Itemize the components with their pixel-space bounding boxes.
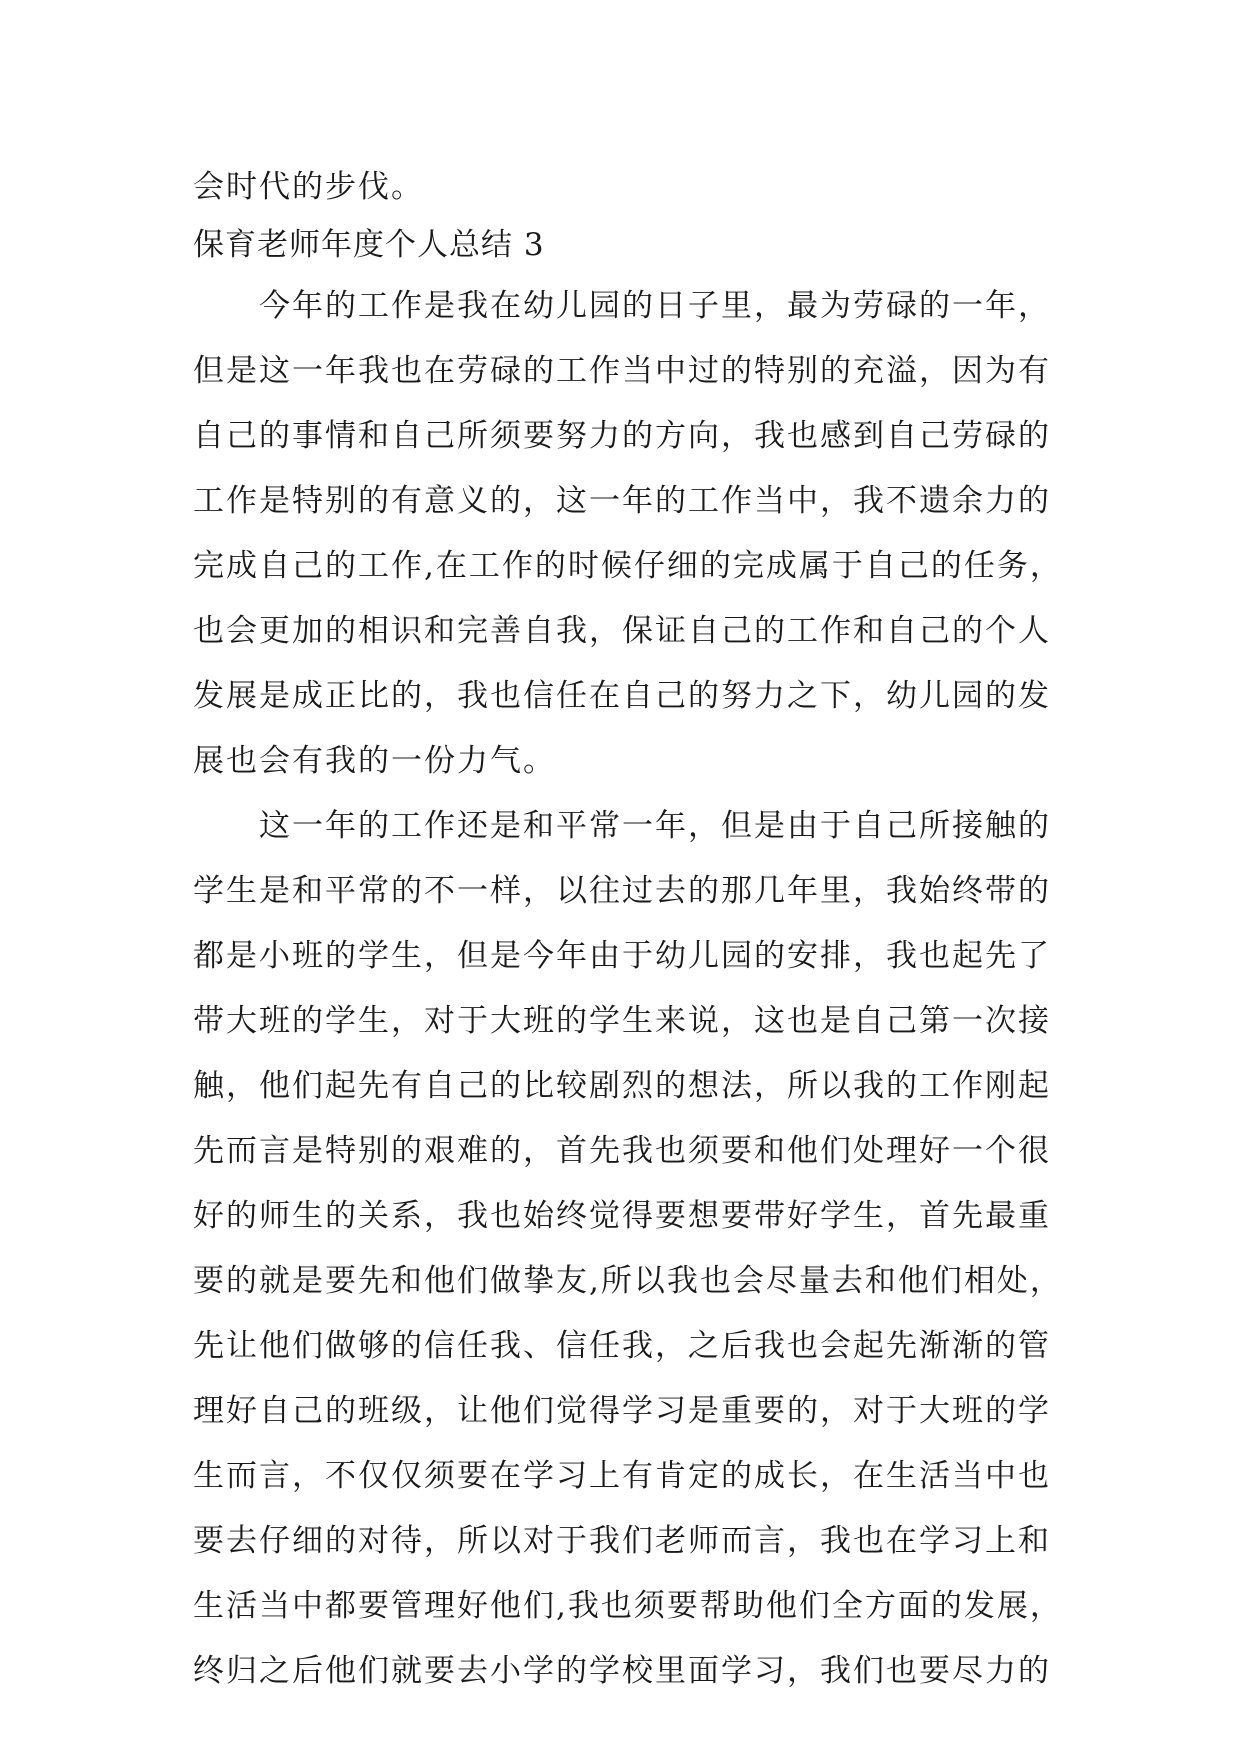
paragraph-line: 要的就是要先和他们做挚友,所以我也会尽量去和他们相处， <box>193 1263 1063 1299</box>
paragraph-line: 今年的工作是我在幼儿园的日子里，最为劳碌的一年， <box>259 288 1051 324</box>
continued-text-line: 会时代的步伐。 <box>193 169 424 205</box>
document-body <box>193 158 1063 1704</box>
paragraph-line: 完成自己的工作,在工作的时候仔细的完成属于自己的任务， <box>193 548 1063 584</box>
paragraph-line: 这一年的工作还是和平常一年，但是由于自己所接触的 <box>259 808 1051 844</box>
paragraph-1 <box>193 274 1063 794</box>
paragraph-line: 要去仔细的对待，所以对于我们老师而言，我也在学习上和 <box>193 1523 1051 1559</box>
paragraph-line: 都是小班的学生，但是今年由于幼儿园的安排，我也起先了 <box>193 938 1051 974</box>
paragraph-line: 自己的事情和自己所须要努力的方向，我也感到自己劳碌的 <box>193 418 1051 454</box>
paragraph-line: 但是这一年我也在劳碌的工作当中过的特别的充溢，因为有 <box>193 353 1051 389</box>
paragraph-2 <box>193 794 1063 1704</box>
paragraph-line: 也会更加的相识和完善自我，保证自己的工作和自己的个人 <box>193 613 1051 649</box>
paragraph-line: 发展是成正比的，我也信任在自己的努力之下，幼儿园的发 <box>193 678 1051 714</box>
paragraph-line: 展也会有我的一份力气。 <box>193 743 556 779</box>
paragraph-line: 工作是特别的有意义的，这一年的工作当中，我不遗余力的 <box>193 483 1051 519</box>
paragraph-line: 理好自己的班级，让他们觉得学习是重要的，对于大班的学 <box>193 1393 1051 1429</box>
paragraph-line: 触，他们起先有自己的比较剧烈的想法，所以我的工作刚起 <box>193 1068 1051 1104</box>
paragraph-line: 带大班的学生，对于大班的学生来说，这也是自己第一次接 <box>193 1003 1051 1039</box>
paragraph-line: 好的师生的关系，我也始终觉得要想要带好学生，首先最重 <box>193 1198 1051 1234</box>
paragraph-line: 先让他们做够的信任我、信任我，之后我也会起先渐渐的管 <box>193 1328 1051 1364</box>
paragraph-line: 先而言是特别的艰难的，首先我也须要和他们处理好一个很 <box>193 1133 1051 1169</box>
paragraph-line: 学生是和平常的不一样，以往过去的那几年里，我始终带的 <box>193 873 1051 909</box>
paragraph-line: 生活当中都要管理好他们,我也须要帮助他们全方面的发展， <box>193 1588 1063 1624</box>
paragraph-line: 终归之后他们就要去小学的学校里面学习，我们也要尽力的 <box>193 1653 1051 1689</box>
paragraph-line: 生而言，不仅仅须要在学习上有肯定的成长，在生活当中也 <box>193 1458 1051 1494</box>
section-title: 保育老师年度个人总结 3 <box>193 227 545 263</box>
